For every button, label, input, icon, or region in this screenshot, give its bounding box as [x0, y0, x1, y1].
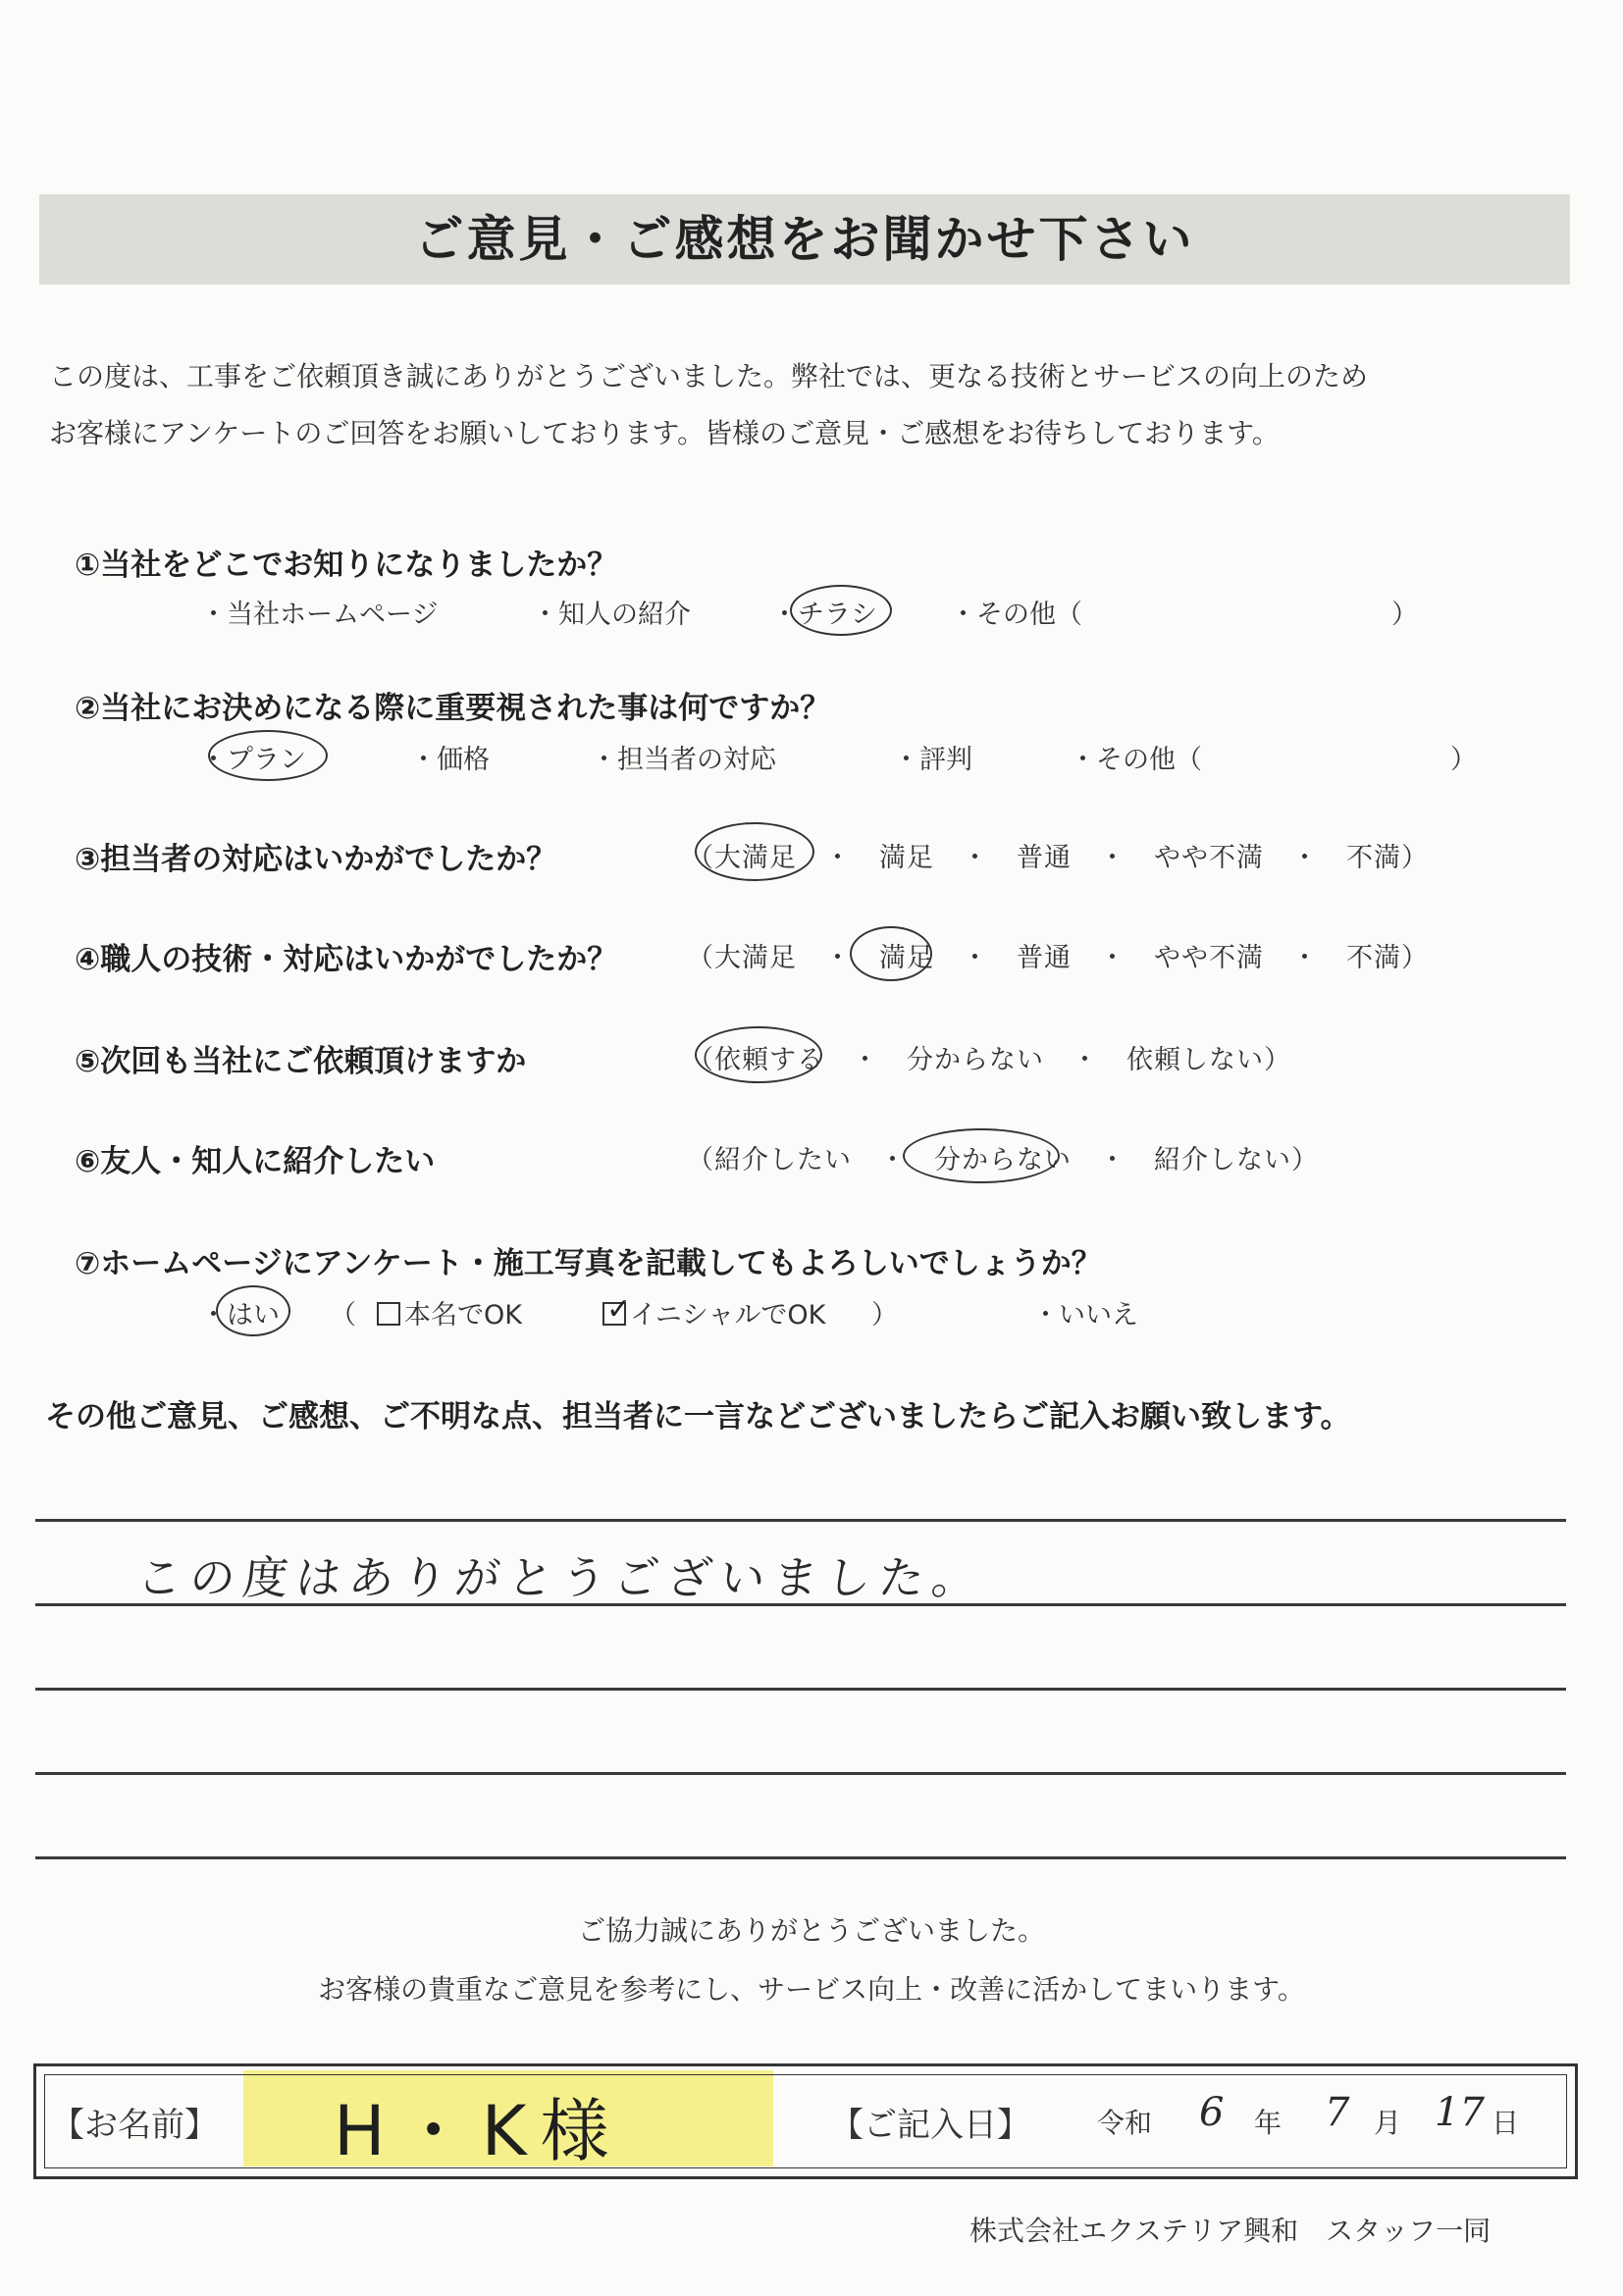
- company-signature: 株式会社エクステリア興和 スタッフ一同: [969, 2215, 1492, 2247]
- q5-options: （依頼する ・ 分からない ・ 依頼しない）: [687, 1045, 1291, 1075]
- question-5-label: ⑤次回も当社にご依頼頂けますか: [75, 1044, 527, 1079]
- date-day: 17: [1435, 2090, 1485, 2135]
- comment-line-3: [35, 1688, 1566, 1691]
- date-label: 【ご記入日】: [830, 2106, 1030, 2145]
- q5-selected-circle: [695, 1026, 822, 1083]
- q2-option-other: ・その他（: [1070, 745, 1202, 775]
- q3-selected-circle: [695, 822, 814, 881]
- q1-option-other: ・その他（: [950, 600, 1082, 630]
- date-year: 6: [1199, 2090, 1225, 2135]
- q7-initial-ok-option: [602, 1293, 825, 1331]
- date-era: 令和: [1097, 2107, 1153, 2139]
- q1-selected-circle: [790, 585, 892, 636]
- q4-options: （大満足 ・ 満足 ・ 普通 ・ やや不満 ・ 不満）: [687, 943, 1429, 973]
- q3-options: （大満足 ・ 満足 ・ 普通 ・ やや不満 ・ 不満）: [687, 843, 1429, 873]
- q4-selected-circle: [850, 926, 932, 981]
- date-day-unit: 日: [1492, 2107, 1520, 2139]
- q2-option-price: ・価格: [410, 745, 490, 775]
- name-ok-checkbox: [377, 1302, 400, 1326]
- question-2-label: ②当社にお決めになる際に重要視された事は何ですか？: [75, 691, 831, 726]
- q7-option-yes: ・はい: [200, 1300, 280, 1331]
- check-mark-icon: ✓: [606, 1292, 632, 1327]
- question-6-label: ⑥友人・知人に紹介したい: [75, 1144, 436, 1179]
- initial-ok-label: イニシャルでOK: [630, 1300, 826, 1331]
- title-band: [39, 194, 1570, 285]
- q7-name-ok-option: [377, 1293, 522, 1331]
- question-4-label: ④職人の技術・対応はいかがでしたか？: [75, 942, 618, 977]
- q7-paren-close: ）: [871, 1300, 898, 1331]
- page-title: ご意見・ご感想をお聞かせ下さい: [414, 211, 1195, 268]
- date-month: 7: [1325, 2090, 1350, 2135]
- comment-line-4: [35, 1772, 1566, 1775]
- intro-line-2: お客様にアンケートのご回答をお願いしております。皆様のご意見・ご感想をお待ちしております。: [49, 417, 1280, 449]
- q7-option-no: ・いいえ: [1032, 1300, 1138, 1331]
- question-7-label: ⑦ホームページにアンケート・施工写真を記載してもよろしいでしょうか？: [75, 1246, 1102, 1281]
- name-ok-label: 本名でOK: [404, 1300, 522, 1331]
- comment-line-5: [35, 1856, 1566, 1859]
- q2-other-close-paren: ）: [1450, 745, 1477, 775]
- date-year-unit: 年: [1254, 2107, 1283, 2139]
- date-month-unit: 月: [1374, 2107, 1402, 2139]
- name-value: H・K様: [334, 2091, 623, 2171]
- q1-option-referral: ・知人の紹介: [532, 600, 691, 630]
- initial-ok-checkbox: [602, 1292, 632, 1327]
- thanks-line-1: ご協力誠にありがとうございました。: [577, 1914, 1045, 1947]
- handwritten-comment: この度はありがとうございました。: [133, 1551, 988, 1604]
- intro-line-1: この度は、工事をご依頼頂き誠にありがとうございました。弊社では、更なる技術とサービスの向上のため: [49, 360, 1369, 392]
- q6-options: （紹介したい ・ 分からない ・ 紹介しない）: [687, 1145, 1319, 1175]
- comments-prompt: その他ご意見、ご感想、ご不明な点、担当者に一言などございましたらご記入お願い致します。: [45, 1399, 1351, 1435]
- q6-selected-circle: [903, 1128, 1060, 1183]
- comment-line-1: [35, 1519, 1566, 1522]
- thanks-line-2: お客様の貴重なご意見を参考にし、サービス向上・改善に活かしてまいります。: [318, 1973, 1305, 2006]
- question-1-label: ①当社をどこでお知りになりましたか？: [75, 548, 618, 583]
- q1-other-close-paren: ）: [1391, 600, 1418, 630]
- q2-option-plan: ・プラン: [200, 745, 306, 775]
- q7-selected-circle: [216, 1285, 290, 1336]
- q2-option-reputation: ・評判: [893, 745, 972, 775]
- q1-option-flyer: ・チラシ: [771, 600, 877, 630]
- q2-option-staff-response: ・担当者の対応: [591, 745, 776, 775]
- name-label: 【お名前】: [51, 2106, 218, 2145]
- q2-selected-circle: [208, 730, 328, 781]
- q7-paren-open: （: [330, 1300, 356, 1331]
- question-3-label: ③担当者の対応はいかがでしたか？: [75, 842, 557, 877]
- q1-option-homepage: ・当社ホームページ: [200, 600, 439, 630]
